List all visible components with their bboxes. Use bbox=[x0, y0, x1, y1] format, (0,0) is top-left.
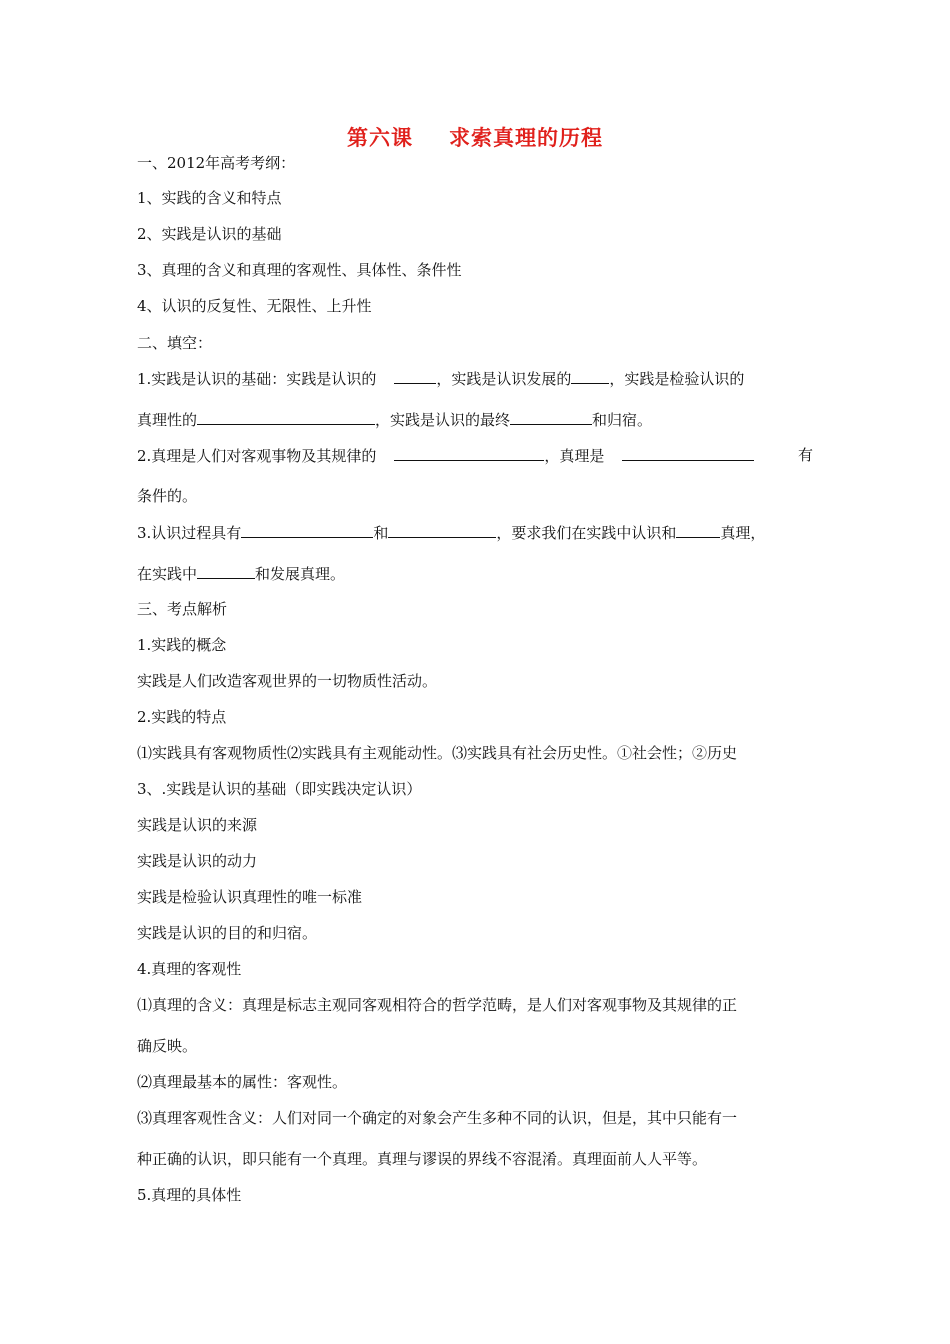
fill-question-2-line-2: 条件的。 bbox=[137, 487, 198, 505]
page-title bbox=[0, 122, 950, 152]
blank bbox=[676, 522, 720, 538]
point-2-heading: 2.实践的特点 bbox=[137, 708, 227, 726]
point-3-heading: 3、.实践是认识的基础（即实践决定认识） bbox=[137, 780, 422, 798]
point-5-heading: 5.真理的具体性 bbox=[137, 1186, 242, 1204]
lesson-title: 求索真理的历程 bbox=[449, 125, 603, 150]
point-4-item-1-line-1: ⑴真理的含义：真理是标志主观同客观相符合的哲学范畴，是人们对客观事物及其规律的正 bbox=[137, 996, 738, 1014]
point-2-text: ⑴实践具有客观物质性⑵实践具有主观能动性。⑶实践具有社会历史性。①社会性；②历史 bbox=[137, 744, 738, 762]
syllabus-item-2: 2、实践是认识的基础 bbox=[137, 225, 282, 243]
blank bbox=[622, 445, 754, 461]
point-4-item-2: ⑵真理最基本的属性：客观性。 bbox=[137, 1073, 348, 1091]
point-3-item-1: 实践是认识的来源 bbox=[137, 816, 258, 834]
point-4-item-1-line-2: 确反映。 bbox=[137, 1037, 198, 1055]
blank bbox=[510, 409, 592, 425]
fill-question-2-end: 有 bbox=[798, 446, 814, 464]
point-4-heading: 4.真理的客观性 bbox=[137, 960, 242, 978]
point-3-item-3: 实践是检验认识真理性的唯一标准 bbox=[137, 888, 363, 906]
fill-question-3-line-2: 在实践中 和发展真理。 bbox=[137, 565, 346, 583]
syllabus-item-1: 1、实践的含义和特点 bbox=[137, 189, 282, 207]
blank bbox=[394, 445, 544, 461]
blank bbox=[388, 522, 496, 538]
section-heading-analysis: 三、考点解析 bbox=[137, 600, 228, 618]
point-1-text: 实践是人们改造客观世界的一切物质性活动。 bbox=[137, 672, 438, 690]
syllabus-item-3: 3、真理的含义和真理的客观性、具体性、条件性 bbox=[137, 261, 462, 279]
blank bbox=[571, 368, 609, 384]
point-3-item-4: 实践是认识的目的和归宿。 bbox=[137, 924, 318, 942]
point-3-item-2: 实践是认识的动力 bbox=[137, 852, 258, 870]
blank bbox=[197, 563, 255, 579]
point-4-item-3-line-1: ⑶真理客观性含义：人们对同一个确定的对象会产生多种不同的认识，但是，其中只能有一 bbox=[137, 1109, 738, 1127]
lesson-number: 第六课 bbox=[347, 125, 413, 150]
section-heading-syllabus: 一、2012年高考考纲： bbox=[137, 154, 296, 172]
fill-question-1-line-2: 真理性的 ，实践是认识的最终 和归宿。 bbox=[137, 411, 653, 429]
syllabus-item-4: 4、认识的反复性、无限性、上升性 bbox=[137, 297, 372, 315]
point-1-heading: 1.实践的概念 bbox=[137, 636, 227, 654]
fill-question-1-line-1: 1.实践是认识的基础：实践是认识的 ，实践是认识发展的 ，实践是检验认识的 bbox=[137, 370, 745, 388]
fill-question-3-line-1: 3.认识过程具有 和 ，要求我们在实践中认识和 真理， bbox=[137, 524, 766, 542]
blank bbox=[394, 368, 436, 384]
blank bbox=[197, 409, 375, 425]
fill-question-2-line-1: 2.真理是人们对客观事物及其规律的 ，真理是 bbox=[137, 445, 754, 466]
section-heading-fill-in: 二、填空： bbox=[137, 334, 213, 352]
point-4-item-3-line-2: 种正确的认识，即只能有一个真理。真理与谬误的界线不容混淆。真理面前人人平等。 bbox=[137, 1150, 708, 1168]
blank bbox=[241, 522, 373, 538]
